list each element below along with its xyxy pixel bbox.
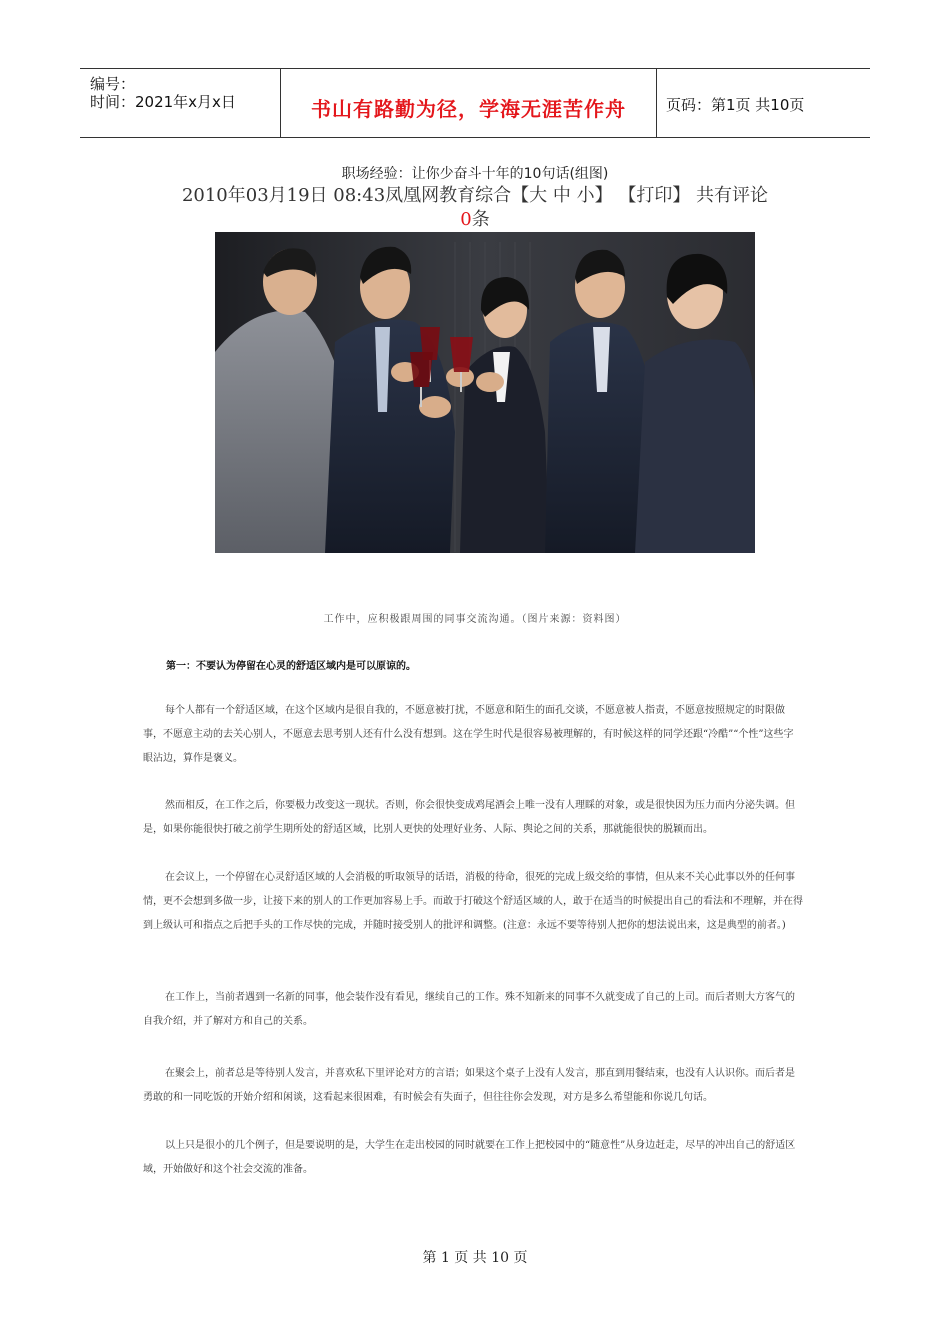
article-paragraph: 在会议上，一个停留在心灵舒适区域的人会消极的听取领导的话语，消极的待命，很死的完成上级交给的事情，但从来不关心此事以外的任何事情，更不会想到多做一步，让接下来的别人的工作更加容易上手。而敢于打破这个舒适区域的人，敢于在适当的时候提出自己的看法和不理解，并在得到上级认可和指点之后把手头的工作尽快的完成，并随时接受别人的批评和调整。(注意：永远不要等待别人把你的想法说出来，这是典型的前者。): [143, 872, 803, 931]
article-paragraph: 每个人都有一个舒适区域，在这个区域内是很自我的，不愿意被打扰，不愿意和陌生的面孔交谈，不愿意被人指责，不愿意按照规定的时限做事，不愿意主动的去关心别人，不愿意去思考别人还有什么没有想到。这在学生时代是很容易被理解的，有时候这样的同学还跟“冷酷”“个性”这些字眼沾边，算作是褒义。: [143, 705, 794, 764]
header-motto: 书山有路勤为径，学海无涯苦作舟: [311, 97, 626, 121]
article-paragraph: 然而相反，在工作之后，你要极力改变这一现状。否则，你会很快变成鸡尾酒会上唯一没有人理睬的对象，或是很快因为压力而内分泌失调。但是，如果你能很快打破之前学生期所处的舒适区域，比别人更快的处理好业务、人际、舆论之间的关系，那就能很快的脱颖而出。: [143, 800, 795, 835]
comment-suffix: 条: [471, 209, 490, 230]
article-paragraph: 在工作上，当前者遇到一名新的同事，他会装作没有看见，继续自己的工作。殊不知新来的同事不久就变成了自己的上司。而后者则大方客气的自我介绍，并了解对方和自己的关系。: [143, 992, 795, 1027]
photo-illustration: [215, 232, 755, 553]
header-page-cell: [656, 69, 870, 137]
article-paragraph: 以上只是很小的几个例子，但是要说明的是，大学生在走出校园的同时就要在工作上把校园中的“随意性”从身边赶走，尽早的冲出自己的舒适区域，开始做好和这个社会交流的准备。: [143, 1140, 796, 1175]
document-time-label: 时间：2021年x月x日: [90, 93, 236, 111]
page-footer: 第 1 页 共 10 页: [422, 1250, 528, 1266]
header-page-info: 页码：第1页 共10页: [666, 96, 805, 114]
article-photo: [215, 232, 755, 553]
photo-caption: 工作中，应积极跟周围的同事交流沟通。（图片来源：资料图）: [323, 614, 627, 625]
document-number-label: 编号：: [90, 75, 136, 93]
document-header: [80, 68, 870, 138]
section-heading: 第一：不要认为停留在心灵的舒适区域内是可以原谅的。: [166, 661, 416, 672]
article-title: 职场经验：让你少奋斗十年的10句话(组图): [341, 166, 609, 182]
article-meta-text: 2010年03月19日 08:43凤凰网教育综合【大 中 小】 【打印】 共有评论: [181, 185, 769, 206]
header-left-cell: [80, 69, 280, 137]
article-meta: [140, 184, 810, 232]
comment-count[interactable]: 0: [460, 209, 472, 230]
article-paragraph: 在聚会上，前者总是等待别人发言，并喜欢私下里评论对方的言语；如果这个桌子上没有人发言，那直到用餐结束，也没有人认识你。而后者是勇敢的和一同吃饭的开始介绍和闲谈，这看起来很困难，有时候会有失面子，但往往你会发现，对方是多么希望能和你说几句话。: [143, 1068, 795, 1103]
header-motto-cell: [280, 69, 657, 137]
